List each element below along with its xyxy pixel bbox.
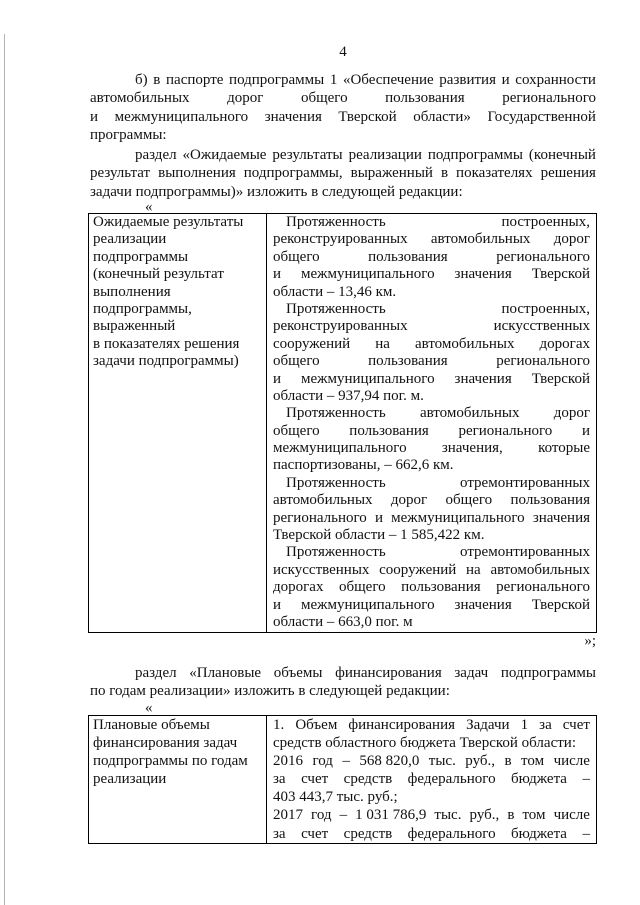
text-line: 403 443,7 тыс. руб.; [273, 789, 398, 806]
word: «Ожидаемые [182, 147, 267, 163]
text-line [273, 214, 590, 231]
word: межмуниципального [301, 370, 435, 387]
word: бюджета [511, 771, 567, 788]
word: на [466, 561, 481, 578]
word: финансирования [335, 665, 442, 681]
word: Протяженность [286, 544, 386, 561]
expected-results-instruction [90, 146, 596, 201]
text-line: реализации [93, 231, 167, 248]
text-line: подпрограммы, [93, 300, 192, 317]
page-number: 4 [339, 44, 347, 60]
text-line: средств областного бюджета Тверской области: [273, 735, 576, 752]
word: регионального [458, 422, 553, 439]
word: Тверской [531, 266, 590, 283]
text-line: Ожидаемые результаты [93, 214, 244, 230]
word: реализации [348, 147, 422, 163]
text-line [273, 249, 590, 266]
word: федерального [407, 825, 496, 842]
word: Тверской [531, 596, 590, 613]
content-paragraph [273, 806, 590, 842]
word: регионального [273, 509, 367, 526]
text-line: подпрограммы по годам [93, 753, 248, 770]
word: построенных, [501, 300, 590, 317]
text-line [273, 318, 590, 335]
word: и [374, 509, 383, 526]
word: «Плановые [189, 665, 262, 681]
word: реконструированных [273, 318, 408, 335]
word: 568 820,0 [359, 753, 420, 770]
content-paragraph [273, 214, 590, 301]
text-line: области – 937,94 пог. м. [273, 387, 424, 404]
text-line [273, 440, 590, 457]
text-line [273, 825, 590, 843]
text-line: реализации [93, 771, 167, 788]
word: дорог [227, 90, 264, 107]
word: 1. [273, 717, 285, 733]
word: тыс. [428, 753, 456, 770]
word: том [522, 807, 546, 824]
word: Тверской [531, 370, 590, 387]
open-quote: « [145, 700, 153, 716]
expected-results-content-cell [267, 214, 596, 632]
text-line [273, 716, 590, 734]
word: в [440, 165, 449, 182]
text-line [90, 664, 596, 682]
word: пользования [401, 579, 481, 596]
scan-edge-line [4, 34, 5, 905]
text-line [90, 89, 596, 107]
word: автомобильных [490, 561, 590, 578]
text-line: области – 663,0 пог. м [273, 613, 413, 630]
word: искусственных [493, 318, 590, 335]
word: б) [135, 72, 148, 88]
word: «Обеспечение [342, 72, 434, 88]
word: Объем [295, 717, 338, 733]
word: – [582, 771, 590, 788]
expected-results-label-cell [89, 214, 267, 632]
planned-financing-label-cell [89, 716, 267, 843]
word: пользования [385, 90, 465, 107]
text-line: выполнения [93, 283, 171, 300]
word: сооружений [379, 561, 457, 578]
word: 1 [520, 717, 529, 733]
word: которые [538, 440, 590, 457]
word: дорогах [273, 579, 324, 596]
word: общего [300, 90, 348, 107]
word: средств [343, 771, 393, 788]
word: и [90, 108, 99, 125]
text-line [273, 770, 590, 788]
word: сооружений [273, 335, 351, 352]
word: и [501, 72, 510, 88]
word: дорог [390, 492, 428, 509]
text-line [273, 475, 590, 492]
word: общего [273, 353, 320, 370]
text-line: паспортизованы, – 662,6 км. [273, 457, 454, 474]
word: выполнения [158, 165, 236, 182]
word: межмуниципального [301, 266, 435, 283]
word: тыс. [434, 807, 462, 824]
word: 1 [329, 72, 338, 88]
word: объемы [273, 665, 323, 681]
word: – [582, 825, 590, 842]
word: год [311, 807, 332, 824]
word: раздел [135, 665, 177, 681]
text-line [273, 423, 590, 440]
text-line [273, 806, 590, 824]
word: значения [454, 266, 512, 283]
word: паспорте [166, 72, 224, 88]
word: за [273, 825, 286, 842]
word: Протяженность [286, 405, 386, 422]
word: области» [413, 108, 471, 125]
word: регионального [496, 579, 590, 596]
text-line [273, 492, 590, 509]
word: решения [540, 165, 596, 182]
word: и [581, 422, 590, 439]
word: пользования [510, 492, 590, 509]
word: значения, [441, 440, 503, 457]
word: сохранности [515, 72, 596, 88]
word: дорогах [539, 335, 590, 352]
word: общего [273, 422, 320, 439]
word: межмуниципального [273, 440, 407, 457]
word: подпрограммы [229, 72, 325, 88]
word: автомобильных [90, 90, 190, 107]
word: и [273, 596, 282, 613]
word: автомобильных [419, 405, 520, 422]
content-paragraph [273, 716, 590, 752]
word: автомобильных [414, 335, 515, 352]
word: значения [264, 108, 322, 125]
text-line [90, 71, 596, 89]
text-line: Плановые объемы [93, 717, 210, 733]
word: межмуниципального [301, 596, 435, 613]
text-line [273, 371, 590, 388]
word: 2017 [273, 807, 303, 824]
word: в [153, 72, 161, 88]
text-line [273, 562, 590, 579]
text-line: по годам реализации» изложить в следующей редакции: [90, 683, 450, 700]
word: выраженный [350, 165, 433, 182]
word: Государственной [487, 108, 596, 125]
word: значения [454, 596, 512, 613]
text-line [273, 597, 590, 614]
content-paragraph [273, 752, 590, 806]
word: 2016 [273, 753, 303, 770]
word: Задачи [466, 717, 510, 733]
content-paragraph [273, 301, 590, 405]
text-line: задачи подпрограммы)» изложить в следующей редакции: [90, 183, 463, 200]
word: пользования [368, 248, 448, 265]
word: дорог [553, 405, 590, 422]
text-line [273, 752, 590, 770]
text-line: финансирования задач [93, 735, 238, 752]
word: значения [454, 370, 512, 387]
word: на [375, 335, 390, 352]
text-line [273, 544, 590, 561]
word: счет [562, 717, 590, 733]
word: развития [439, 72, 496, 88]
text-line: (конечный результат [93, 266, 224, 283]
word: и [273, 370, 282, 387]
word: год [312, 753, 333, 770]
word: руб., [465, 753, 496, 770]
text-line: подпрограммы [93, 248, 189, 265]
expected-results-table [88, 213, 597, 633]
planned-financing-table [88, 715, 597, 844]
text-line [273, 301, 590, 318]
word: – [339, 807, 348, 824]
word: построенных, [501, 214, 590, 230]
word: регионального [496, 248, 590, 265]
word: счет [301, 825, 329, 842]
planned-financing-content-cell [267, 716, 596, 843]
word: Протяженность [286, 474, 386, 491]
word: автомобильных [430, 231, 531, 248]
text-line: задачи подпрограммы) [93, 353, 239, 370]
text-line [273, 510, 590, 527]
text-line: Тверской области – 1 585,422 км. [273, 527, 485, 544]
word: (конечный [528, 147, 596, 163]
close-quote: »; [584, 633, 596, 649]
text-line: программы: [90, 126, 167, 143]
text-line [273, 405, 590, 422]
word: подпрограммы [500, 665, 596, 681]
word: числе [553, 807, 590, 824]
word: пользования [368, 353, 448, 370]
word: задач [454, 665, 489, 681]
word: отремонтированных [460, 474, 590, 491]
word: в [504, 753, 512, 770]
word: 1 031 786,9 [355, 807, 427, 824]
word: общего [273, 248, 320, 265]
word: результаты [272, 147, 343, 163]
planned-financing-instruction [90, 664, 596, 701]
word: дорог [553, 231, 590, 248]
word: – [342, 753, 350, 770]
word: регионального [502, 90, 596, 107]
word: искусственных [273, 561, 370, 578]
text-line [273, 266, 590, 283]
word: федерального [407, 771, 496, 788]
word: руб., [469, 807, 500, 824]
word: реконструированных [273, 231, 408, 248]
text-line [90, 146, 596, 164]
word: автомобильных [273, 492, 373, 509]
text-line [90, 164, 596, 182]
word: общего [445, 492, 493, 509]
word: подпрограммы, [243, 165, 343, 182]
word: средств [343, 825, 393, 842]
content-paragraph [273, 405, 590, 475]
word: пользования [349, 422, 429, 439]
content-paragraph [273, 544, 590, 631]
text-line [273, 579, 590, 596]
text-line: области – 13,46 км. [273, 283, 397, 300]
word: Протяженность [286, 300, 386, 317]
word: результат [90, 165, 151, 182]
text-line [273, 353, 590, 370]
word: за [273, 771, 286, 788]
text-line [90, 108, 596, 126]
word: межмуниципального [391, 509, 525, 526]
amendment-b-intro [90, 71, 596, 144]
word: в [507, 807, 515, 824]
text-line: выраженный [93, 318, 176, 335]
word: значения [532, 509, 590, 526]
open-quote: « [145, 199, 153, 215]
word: раздел [135, 147, 177, 163]
text-line: в показателях решения [93, 335, 240, 352]
content-paragraph [273, 475, 590, 545]
word: межмуниципального [114, 108, 249, 125]
word: отремонтированных [460, 544, 590, 561]
word: Протяженность [286, 214, 386, 230]
text-line [273, 231, 590, 248]
word: и [273, 266, 282, 283]
word: Тверской [338, 108, 397, 125]
word: подпрограммы [427, 147, 523, 163]
word: бюджета [511, 825, 567, 842]
text-line [273, 336, 590, 353]
word: регионального [496, 353, 590, 370]
word: показателях [456, 165, 533, 182]
word: счет [301, 771, 329, 788]
word: том [521, 753, 545, 770]
word: за [539, 717, 552, 733]
word: общего [338, 579, 386, 596]
word: финансирования [348, 717, 456, 733]
word: числе [553, 753, 590, 770]
